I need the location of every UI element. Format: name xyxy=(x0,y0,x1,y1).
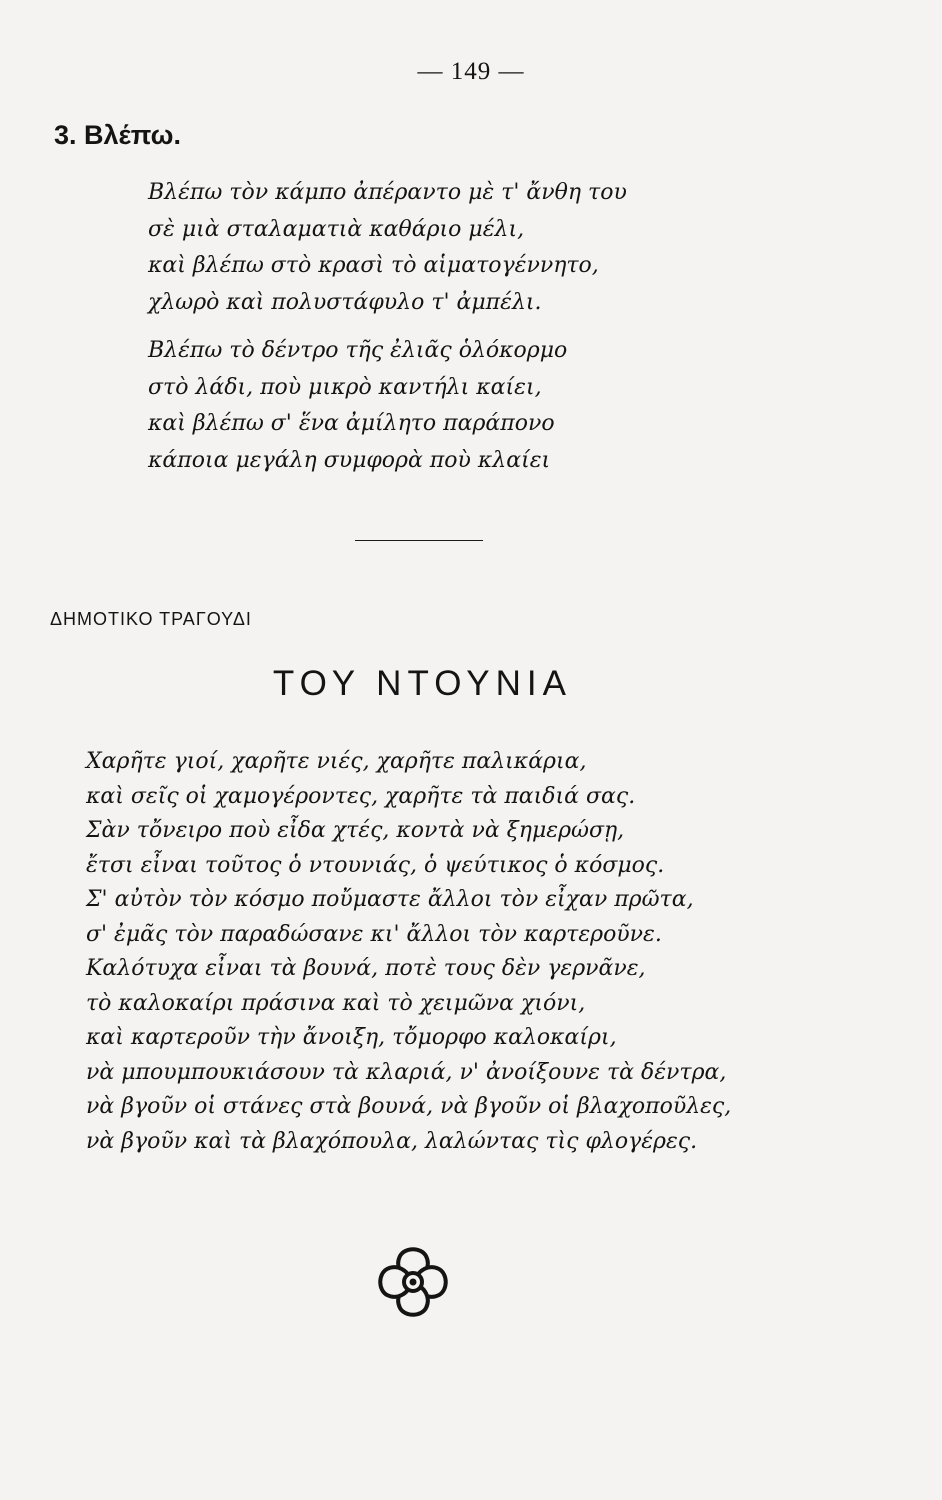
song-line: Σὰν τὄνειρο ποὺ εἶδα χτές, κοντὰ νὰ ξημερώσῃ, xyxy=(86,818,625,843)
poem-line: χλωρὸ καὶ πολυστάφυλο τ' ἀμπέλι. xyxy=(148,289,542,315)
song-line: καὶ σεῖς οἱ χαμογέροντες, χαρῆτε τὰ παιδιά σας. xyxy=(86,783,636,809)
song-line: Καλότυχα εἶναι τὰ βουνά, ποτὲ τους δὲν γερνᾶνε, xyxy=(86,956,646,981)
song-line: νὰ βγοῦν καὶ τὰ βλαχόπουλα, λαλώντας τὶς φλογέρες. xyxy=(86,1128,698,1154)
section-label: ΔΗΜΟΤΙΚΟ ΤΡΑΓΟΥΔΙ xyxy=(50,609,252,629)
song-line: νὰ βγοῦν οἱ στάνες στὰ βουνά, νὰ βγοῦν οἱ βλαχοποῦλες, xyxy=(86,1094,732,1119)
song-line: τὸ καλοκαίρι πράσινα καὶ τὸ χειμῶνα χιόνι, xyxy=(86,990,586,1016)
poem-line: Βλέπω τὸ δέντρο τῆς ἐλιᾶς ὁλόκορμο xyxy=(148,338,568,363)
poem-line: σὲ μιὰ σταλαματιὰ καθάριο μέλι, xyxy=(148,216,525,242)
poem-title-container xyxy=(0,664,820,704)
flower-ornament-icon xyxy=(375,1244,451,1320)
poem-line: κάποια μεγάλη συμφορὰ ποὺ κλαίει xyxy=(148,447,551,473)
poem-stanza-2 xyxy=(148,333,868,479)
section-separator xyxy=(355,540,483,541)
poem-line: καὶ βλέπω σ' ἕνα ἀμίλητο παράπονο xyxy=(148,411,555,436)
song-line: Χαρῆτε γιοί, χαρῆτε νιές, χαρῆτε παλικάρια, xyxy=(86,749,587,774)
song-line: ἔτσι εἶναι τοῦτος ὁ ντουνιάς, ὁ ψεύτικος ὁ κόσμος. xyxy=(86,852,665,878)
song-line: νὰ μπουμπουκιάσουν τὰ κλαριά, ν' ἀνοίξουνε τὰ δέντρα, xyxy=(86,1059,727,1085)
poem-stanza-1 xyxy=(148,175,868,321)
song-line: Σ' αὐτὸν τὸν κόσμο ποὔμαστε ἄλλοι τὸν εἶχαν πρῶτα, xyxy=(86,887,694,912)
song-text xyxy=(86,745,886,1159)
poem-line: στὸ λάδι, ποὺ μικρὸ καντήλι καίει, xyxy=(148,374,542,400)
poem-line: καὶ βλέπω στὸ κρασὶ τὸ αἱματογέννητο, xyxy=(148,253,599,278)
section-title: 3. Βλέπω. xyxy=(54,120,181,150)
poem-title: ΤΟΥ ΝΤΟΥΝΙΑ xyxy=(272,664,572,703)
song-line: σ' ἐμᾶς τὸν παραδώσανε κι' ἄλλοι τὸν καρτεροῦνε. xyxy=(86,921,662,947)
poem-line: Βλέπω τὸν κάμπο ἀπέραντο μὲ τ' ἄνθη του xyxy=(148,180,627,205)
song-line: καὶ καρτεροῦν τὴν ἄνοιξη, τὄμορφο καλοκαίρι, xyxy=(86,1025,617,1050)
page-number: — 149 — xyxy=(417,58,525,85)
